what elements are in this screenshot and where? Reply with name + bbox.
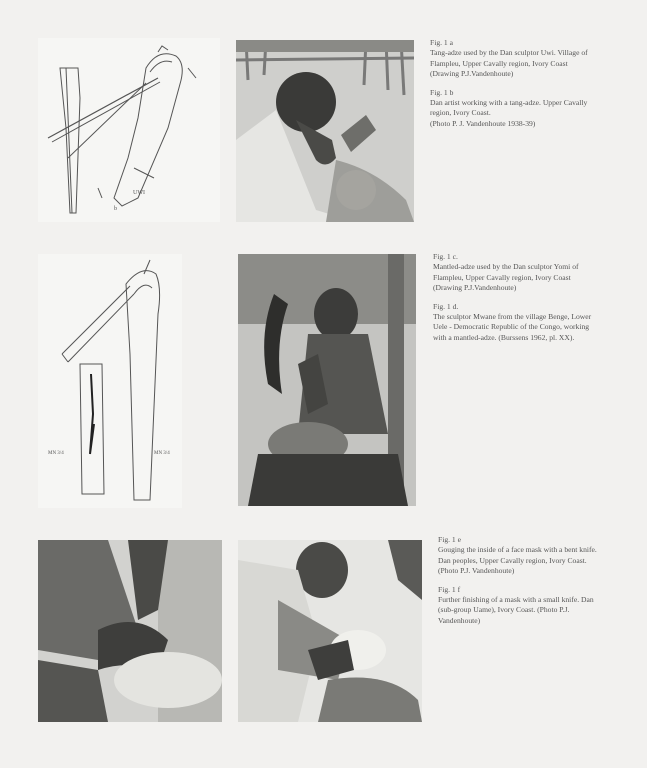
caption-fig-1d-line: Uele - Democratic Republic of the Congo, working: [433, 322, 590, 332]
caption-fig-1f-line: (sub-group Uame), Ivory Coast. (Photo P.J.: [438, 605, 570, 615]
caption-fig-1c-line: Mantled-adze used by the Dan sculptor Yomi of: [433, 262, 579, 272]
drawing-label-b: b: [114, 206, 117, 212]
figure-1a-drawing: [38, 38, 220, 222]
caption-fig-1e-line: Dan peoples, Upper Cavally region, Ivory Coast.: [438, 555, 587, 565]
tang-adze-drawing: [38, 38, 220, 222]
sculptor-mwane-photo: [238, 254, 416, 506]
caption-fig-1e-line: Gouging the inside of a face mask with a bent knife.: [438, 545, 597, 555]
caption-fig-1f: [438, 585, 638, 627]
gouging-mask-photo: [38, 540, 222, 722]
caption-group-1: [430, 38, 630, 135]
caption-group-2: [433, 252, 633, 349]
caption-fig-1b-line: Dan artist working with a tang-adze. Upper Cavally: [430, 98, 588, 108]
drawing-signature-uwi: UWI: [133, 190, 145, 196]
caption-fig-1e-line: (Photo P.J. Vandenhoute): [438, 566, 515, 576]
caption-fig-1d-line: The sculptor Mwane from the village Benge, Lower: [433, 312, 592, 322]
caption-fig-1f-line: Vandenhoute): [438, 615, 481, 625]
caption-group-3: [438, 535, 638, 632]
artist-with-tang-adze-photo: [236, 40, 414, 222]
caption-fig-1c-label: Fig. 1 c.: [433, 252, 458, 261]
caption-fig-1c-line: Flampleu, Upper Cavally region, Ivory Coast: [433, 272, 571, 282]
drawing-mark-left: MN 3/4: [48, 451, 64, 456]
figure-1c-drawing: [38, 254, 182, 508]
caption-fig-1a-label: Fig. 1 a: [430, 38, 453, 47]
caption-fig-1d-line: with a mantled-adze. (Burssens 1962, pl. XX).: [433, 332, 575, 342]
caption-fig-1d: [433, 302, 633, 344]
figure-1d-photo: [238, 254, 416, 506]
caption-fig-1c: [433, 252, 633, 294]
caption-fig-1c-line: (Drawing P.J.Vandenhoute): [433, 283, 517, 293]
caption-fig-1a-line: (Drawing P.J.Vandenhoute): [430, 69, 514, 79]
caption-fig-1f-label: Fig. 1 f: [438, 584, 461, 594]
caption-fig-1d-label: Fig. 1 d.: [433, 301, 459, 311]
caption-fig-1e: [438, 535, 638, 577]
drawing-mark-right: MN 3/4: [154, 451, 170, 456]
figure-1e-photo: [38, 540, 222, 722]
caption-fig-1f-line: Further finishing of a mask with a small knife. Dan: [438, 595, 594, 605]
figure-1f-photo: [238, 540, 422, 722]
figure-1b-photo: [236, 40, 414, 222]
caption-fig-1e-label: Fig. 1 e: [438, 535, 461, 544]
caption-fig-1b-label: Fig. 1 b: [430, 87, 454, 97]
finishing-mask-photo: [238, 540, 422, 722]
caption-fig-1b-line: region, Ivory Coast.: [430, 108, 491, 118]
mantled-adze-drawing: [38, 254, 182, 508]
caption-fig-1a-line: Tang-adze used by the Dan sculptor Uwi. Village of: [430, 48, 588, 58]
caption-fig-1a-line: Flampleu, Upper Cavally region, Ivory Coast: [430, 58, 568, 68]
caption-fig-1b: [430, 88, 630, 130]
caption-fig-1b-line: (Photo P. J. Vandenhoute 1938-39): [430, 118, 536, 128]
caption-fig-1a: [430, 38, 630, 80]
